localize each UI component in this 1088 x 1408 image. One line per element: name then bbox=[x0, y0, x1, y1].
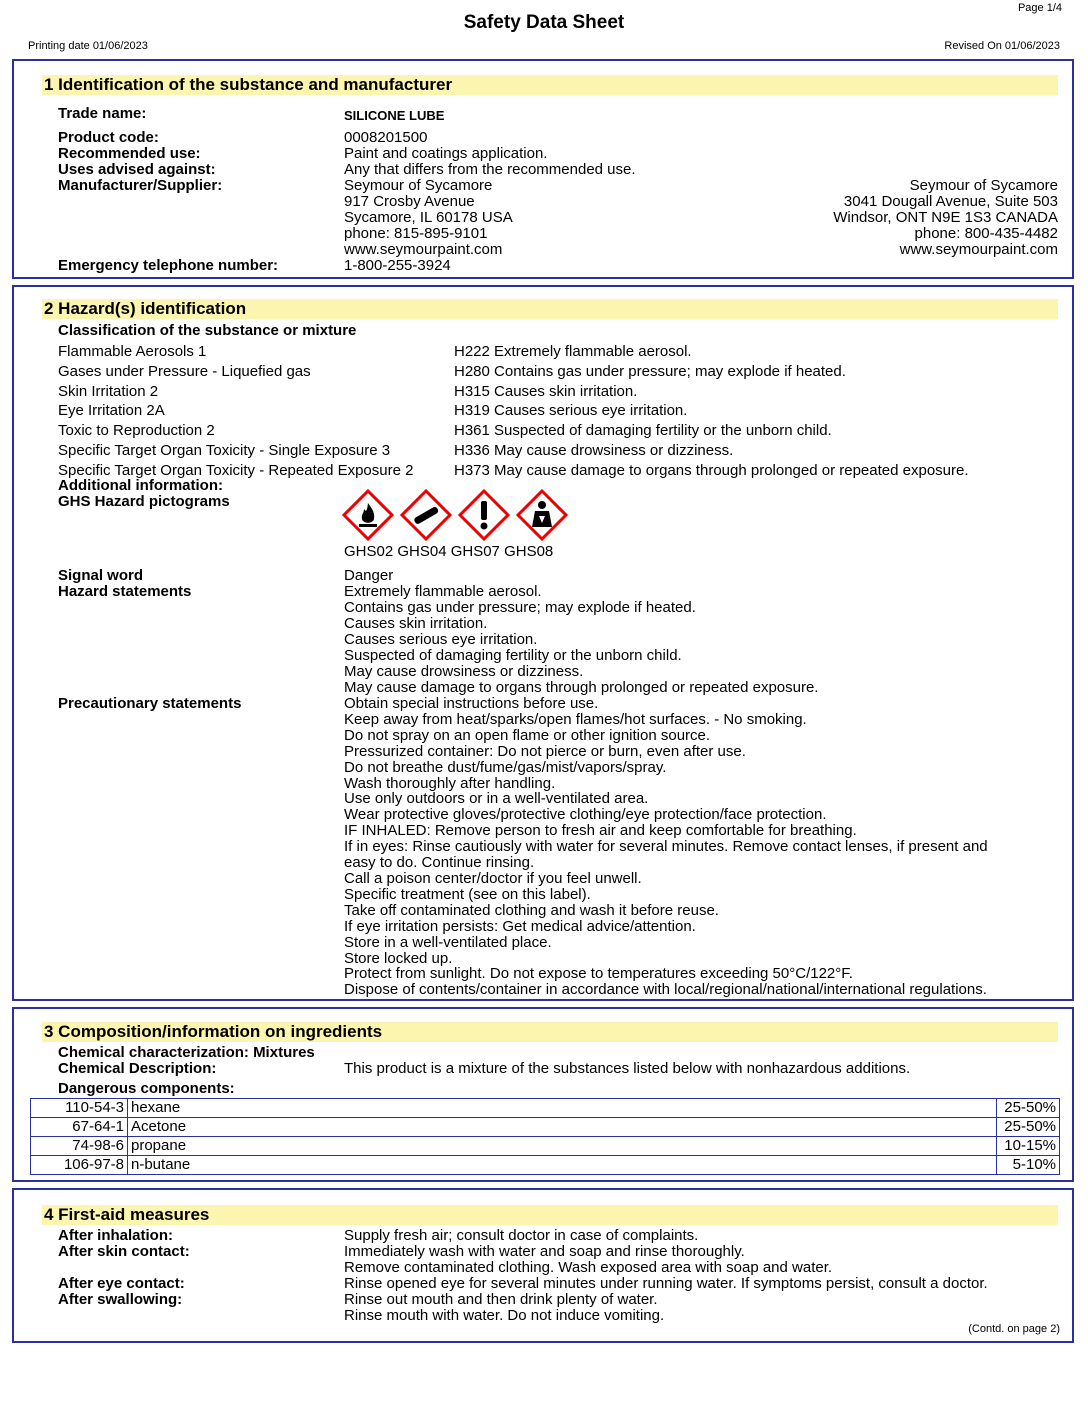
hazard-classes: Flammable Aerosols 1 Gases under Pressure - Liquefied gas Skin Irritation 2 Eye Irritation 2A Toxic to Reproduction 2 Specific Target Organ Toxicity - Single Exposure 3 Specific Target Organ Toxicity - Repeated Exposure 2 bbox=[58, 343, 414, 479]
pictogram-codes: GHS02 GHS04 GHS07 GHS08 bbox=[344, 543, 554, 560]
component-percent: 25-50% bbox=[997, 1099, 1060, 1118]
product-code-label: Product code: bbox=[58, 129, 159, 146]
component-name: hexane bbox=[128, 1099, 997, 1118]
emergency-phone-label: Emergency telephone number: bbox=[58, 257, 279, 274]
skin-contact-measure: Immediately wash with water and soap and rinse thoroughly. Remove contaminated clothing. Wash exposed area with soap and water. bbox=[344, 1243, 833, 1276]
component-percent: 5-10% bbox=[997, 1156, 1060, 1175]
hazard-codes: H222 Extremely flammable aerosol. H280 Contains gas under pressure; may explode if heated. H315 Causes skin irritation. H319 Causes serious eye irritation. H361 Suspected of damaging fertility or the unborn child. H336 May cause drowsiness or dizziness. H373 May cause damage to organs through prolonged or repeated exposure. bbox=[454, 343, 969, 479]
table-row bbox=[31, 1156, 1060, 1175]
table-row bbox=[31, 1118, 1060, 1137]
continued-note: (Contd. on page 2) bbox=[968, 1323, 1060, 1335]
cas-number: 110-54-3 bbox=[31, 1099, 128, 1118]
inhalation-label: After inhalation: bbox=[58, 1227, 173, 1244]
manufacturer-us-address: Seymour of Sycamore 917 Crosby Avenue Sycamore, IL 60178 USA phone: 815-895-9101 www.seymourpaint.com bbox=[344, 177, 513, 258]
recommended-use-label: Recommended use: bbox=[58, 145, 201, 162]
ghs08-health-hazard-icon bbox=[516, 489, 568, 541]
eye-contact-label: After eye contact: bbox=[58, 1275, 185, 1292]
swallowing-label: After swallowing: bbox=[58, 1291, 183, 1308]
hazard-statements: Extremely flammable aerosol. Contains gas under pressure; may explode if heated. Causes skin irritation. Causes serious eye irritation. Suspected of damaging fertility or the unborn child. May cause drowsiness or dizziness. May cause damage to organs through prolonged or repeated exposure. bbox=[344, 583, 819, 696]
trade-name: SILICONE LUBE bbox=[344, 108, 445, 123]
section-3-title: 3 Composition/information on ingredients bbox=[42, 1022, 1058, 1042]
component-percent: 25-50% bbox=[997, 1118, 1060, 1137]
revised-date: Revised On 01/06/2023 bbox=[944, 40, 1060, 52]
section-1-title: 1 Identification of the substance and manufacturer bbox=[42, 75, 1058, 95]
document-title: Safety Data Sheet bbox=[463, 12, 625, 33]
skin-contact-label: After skin contact: bbox=[58, 1243, 190, 1260]
table-row bbox=[31, 1099, 1060, 1118]
hazard-statements-label: Hazard statements bbox=[58, 583, 192, 600]
components-table bbox=[30, 1098, 1060, 1175]
cas-number: 106-97-8 bbox=[31, 1156, 128, 1175]
section-4-title: 4 First-aid measures bbox=[42, 1205, 1058, 1225]
cas-number: 74-98-6 bbox=[31, 1137, 128, 1156]
product-code: 0008201500 bbox=[344, 129, 428, 146]
table-row bbox=[31, 1137, 1060, 1156]
recommended-use: Paint and coatings application. bbox=[344, 145, 548, 162]
component-name: Acetone bbox=[128, 1118, 997, 1137]
eye-contact-measure: Rinse opened eye for several minutes under running water. If symptoms persist, consult a doctor. bbox=[344, 1275, 988, 1292]
precautionary-statements: Obtain special instructions before use. Keep away from heat/sparks/open flames/hot surfaces. - No smoking. Do not spray on an open flame or other ignition source. Pressurized container: Do not pierce or burn, even after use. Do not breathe dust/fume/gas/mist/vapors/spray. Wash thoroughly after handling. Use only outdoors or in a well-ventilated area. Wear protective gloves/protective clothing/eye protection/face protection. IF INHALED: Remove person to fresh air and keep comfortable for breathing. If in eyes: Rinse cautiously with water for several minutes. Remove contact lenses, if present and easy to do. Continue rinsing. Call a poison center/doctor if you feel unwell. Specific treatment (see on this label). Take off contaminated clothing and wash it before reuse. If eye irritation persists: Get medical advice/attention. Store in a well-ventilated place. Store locked up. Protect from sunlight. Do not expose to temperatures exceeding 50°C/122°F. Dispose of contents/container in accordance with local/regional/national/international regulations. bbox=[344, 695, 988, 999]
uses-advised-against: Any that differs from the recommended use. bbox=[344, 161, 636, 178]
emergency-phone: 1-800-255-3924 bbox=[344, 257, 451, 274]
additional-info-label: Additional information: bbox=[58, 477, 223, 494]
section-2-title: 2 Hazard(s) identification bbox=[42, 299, 1058, 319]
chemical-description-label: Chemical Description: bbox=[58, 1060, 217, 1077]
ghs07-exclamation-icon bbox=[458, 489, 510, 541]
swallowing-measure: Rinse out mouth and then drink plenty of water. Rinse mouth with water. Do not induce vomiting. bbox=[344, 1291, 665, 1324]
component-name: n-butane bbox=[128, 1156, 997, 1175]
precautionary-statements-label: Precautionary statements bbox=[58, 695, 242, 712]
uses-advised-against-label: Uses advised against: bbox=[58, 161, 216, 178]
classification-label: Classification of the substance or mixture bbox=[58, 322, 357, 339]
signal-word-label: Signal word bbox=[58, 567, 144, 584]
component-percent: 10-15% bbox=[997, 1137, 1060, 1156]
section-4-first-aid bbox=[12, 1188, 1074, 1343]
cas-number: 67-64-1 bbox=[31, 1118, 128, 1137]
manufacturer-label: Manufacturer/Supplier: bbox=[58, 177, 223, 194]
section-1-identification bbox=[12, 59, 1074, 279]
section-2-hazards bbox=[12, 285, 1074, 1001]
component-name: propane bbox=[128, 1137, 997, 1156]
section-3-composition bbox=[12, 1007, 1074, 1182]
manufacturer-canada-address: Seymour of Sycamore 3041 Dougall Avenue, Suite 503 Windsor, ONT N9E 1S3 CANADA phone: 800-435-4482 www.seymourpaint.com bbox=[833, 177, 1058, 258]
ghs02-flame-icon bbox=[342, 489, 394, 541]
signal-word: Danger bbox=[344, 567, 394, 584]
trade-name-label: Trade name: bbox=[58, 105, 147, 122]
ghs-pictograms bbox=[342, 489, 574, 546]
chemical-characterization: Chemical characterization: Mixtures bbox=[58, 1044, 315, 1061]
printing-date: Printing date 01/06/2023 bbox=[28, 40, 148, 52]
dangerous-components-label: Dangerous components: bbox=[58, 1080, 235, 1097]
ghs-pictograms-label: GHS Hazard pictograms bbox=[58, 493, 230, 510]
chemical-description: This product is a mixture of the substances listed below with nonhazardous additions. bbox=[344, 1060, 911, 1077]
ghs04-gas-cylinder-icon bbox=[400, 489, 452, 541]
page-number: Page 1/4 bbox=[1017, 2, 1062, 14]
inhalation-measure: Supply fresh air; consult doctor in case of complaints. bbox=[344, 1227, 699, 1244]
